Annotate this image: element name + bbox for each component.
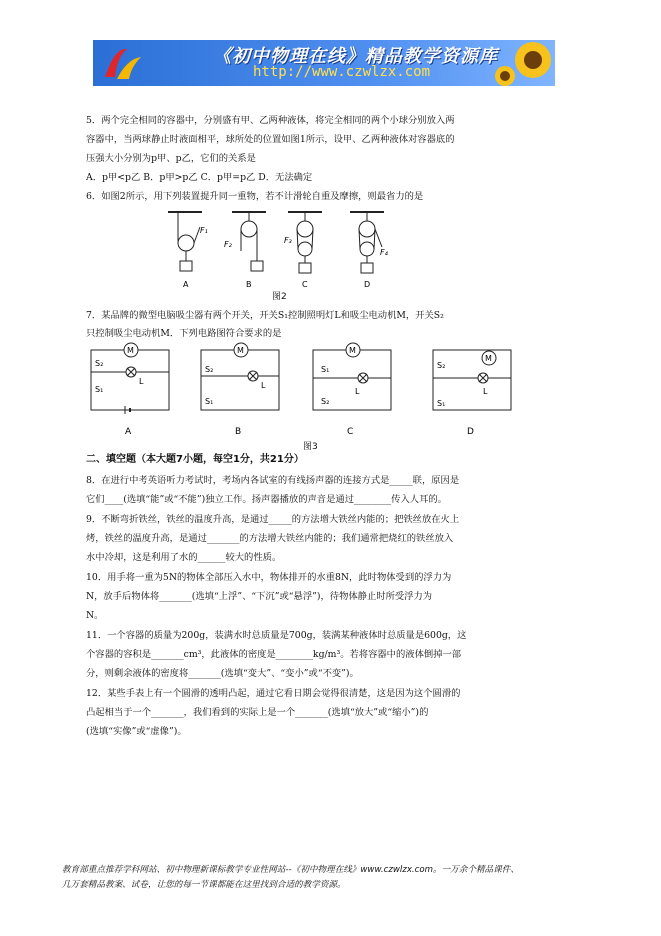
force-label-f1: F₁ — [200, 226, 208, 235]
banner-url: http://www.czwlzx.com — [253, 64, 431, 80]
q5-line-3: 压强大小分别为p甲、p乙，它们的关系是 — [86, 153, 256, 164]
circuit-b — [201, 343, 279, 437]
circuit-b-s2-label: S₂ — [205, 365, 214, 374]
q11-line-3: 分，则剩余液体的密度将_______(选填“变大”、“变小”或“不变”)。 — [86, 668, 359, 679]
circuit-a-s1-label: S₁ — [95, 385, 104, 394]
circuit-b-motor-label: M — [237, 346, 244, 355]
q8-line-1: 8．在进行中考英语听力考试时，考场内各试室的有线扬声器的连接方式是_____联，原因是 — [86, 475, 460, 486]
circuit-a-label: A — [125, 427, 132, 437]
circuit-d-s1-label: S₁ — [437, 399, 446, 408]
circuit-d — [433, 350, 511, 437]
q10-line-3: N。 — [86, 610, 104, 621]
section-2-heading: 二、填空题（本大题7小题，每空1分，共21分） — [86, 454, 304, 465]
force-label-f3: F₃ — [284, 236, 292, 245]
q11-line-1: 11．一个容器的质量为200g，装满水时总质量是700g，装满某种液体时总质量是600g，这 — [86, 630, 467, 641]
footer-line-2: 几万套精品教案、试卷，让您的每一节课都能在这里找到合适的教学资源。 — [62, 880, 346, 890]
q5-line-1: 5．两个完全相同的容器中，分别盛有甲、乙两种液体，将完全相同的两个小球分别放入两 — [86, 115, 455, 126]
circuit-a-lamp-label: L — [139, 377, 144, 386]
footer-line-1: 教育部重点推荐学科网站、初中物理新课标教学专业性网站--《初中物理在线》www.czwlzx.com。一万余个精品课件、 — [62, 865, 519, 875]
fig2-label-c: C — [302, 280, 308, 289]
figure-2-pulleys — [160, 207, 400, 297]
q7-line-1: 7．某品牌的微型电脑吸尘器有两个开关，开关S₁控制照明灯L和吸尘电动机M，开关S₂ — [86, 310, 444, 321]
force-label-f2: F₂ — [224, 240, 232, 249]
q5-line-2: 容器中，当两球静止时液面相平，球所处的位置如图1所示，设甲、乙两种液体对容器底的 — [86, 134, 455, 145]
q11-line-2: 个容器的容积是_______cm³，此液体的密度是________kg/m³。若将容器中的液体倒掉一部 — [86, 649, 462, 660]
sunflower-icon — [495, 40, 555, 86]
figure-3-caption: 图3 — [303, 442, 318, 452]
fig2-label-d: D — [364, 280, 371, 289]
circuit-d-s2-label: S₂ — [437, 361, 446, 370]
q12-line-1: 12．某些手表上有一个圆滑的透明凸起，通过它看日期会觉得很清楚，这是因为这个圆滑的 — [86, 688, 461, 699]
site-logo-icon — [101, 43, 145, 83]
q5-options: A．p甲<p乙 B．p甲>p乙 C．p甲=p乙 D．无法确定 — [86, 172, 313, 183]
circuit-c — [313, 343, 391, 437]
circuit-a — [91, 343, 169, 437]
circuit-c-motor-label: M — [349, 346, 356, 355]
q12-line-3: (选填“实像”或“虚像”)。 — [86, 726, 187, 737]
circuit-d-label: D — [467, 427, 474, 437]
q10-line-1: 10．用手将一重为5N的物体全部压入水中，物体排开的水重8N，此时物体受到的浮力为 — [86, 572, 452, 583]
circuit-c-s2-label: S₂ — [321, 397, 330, 406]
figure-3-circuits — [85, 340, 525, 444]
circuit-b-s1-label: S₁ — [205, 397, 214, 406]
q7-line-2: 只控制吸尘电动机M．下列电路图符合要求的是 — [86, 328, 282, 339]
force-label-f4: F₄ — [380, 248, 388, 257]
figure-2-caption: 图2 — [272, 292, 287, 302]
q12-line-2: 凸起相当于一个_______，我们看到的实际上是一个_______(选填“放大”或“缩小”)的 — [86, 707, 429, 718]
fig2-label-a: A — [183, 280, 189, 289]
fig2-label-b: B — [246, 280, 252, 289]
circuit-a-motor-label: M — [127, 346, 134, 355]
circuit-d-motor-label: M — [485, 354, 492, 363]
banner-title: 《初中物理在线》精品教学资源库 — [213, 46, 498, 67]
circuit-c-label: C — [347, 427, 354, 437]
circuit-d-lamp-label: L — [483, 387, 488, 396]
circuit-c-s1-label: S₁ — [321, 365, 330, 374]
q8-line-2: 它们____(选填“能”或“不能”)独立工作。扬声器播放的声音是通过________传入人耳的。 — [86, 494, 447, 505]
q9-line-1: 9．不断弯折铁丝，铁丝的温度升高，是通过_____的方法增大铁丝内能的；把铁丝放在火上 — [86, 514, 460, 525]
site-banner — [93, 40, 555, 86]
q9-line-2: 烤，铁丝的温度升高，是通过_______的方法增大铁丝内能的；我们通常把烧红的铁丝放入 — [86, 533, 454, 544]
q9-line-3: 水中冷却，这是利用了水的______较大的性质。 — [86, 552, 282, 563]
circuit-c-lamp-label: L — [355, 387, 360, 396]
q6-line-1: 6．如图2所示，用下列装置提升同一重物，若不计滑轮自重及摩擦，则最省力的是 — [86, 191, 424, 202]
q10-line-2: N，放手后物体将_______(选填“上浮”、“下沉”或“悬浮”)，待物体静止时所受浮力为 — [86, 591, 433, 602]
circuit-b-lamp-label: L — [261, 381, 266, 390]
circuit-b-label: B — [235, 427, 242, 437]
circuit-a-s2-label: S₂ — [95, 359, 104, 368]
